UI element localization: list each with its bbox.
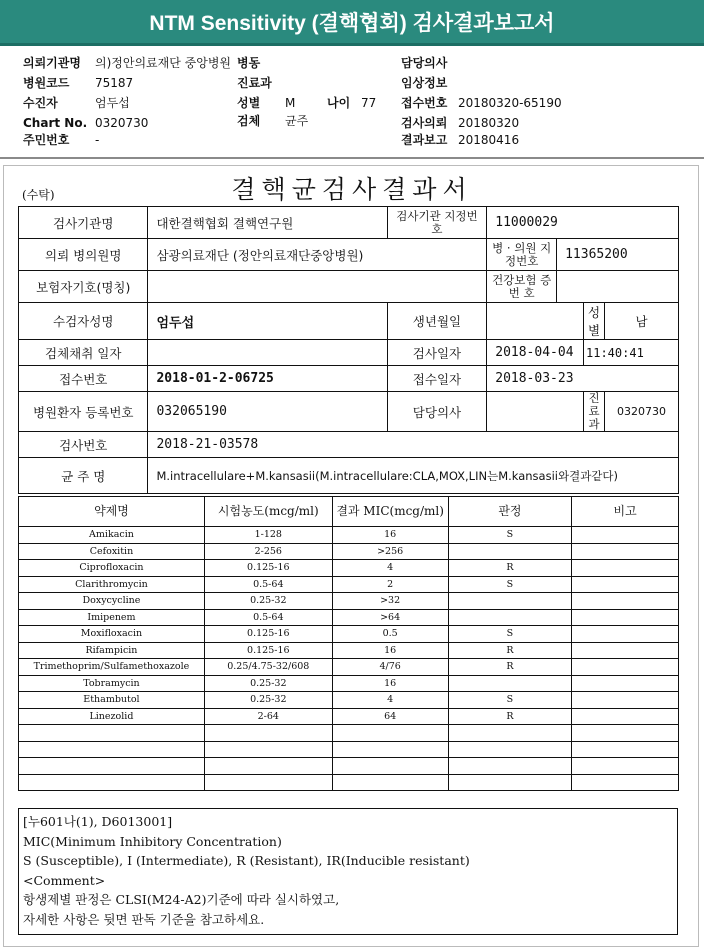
cell-mic: 0.5	[332, 626, 448, 643]
resident-no-label: 주민번호	[23, 133, 70, 147]
recipient-value: 엄두섭	[95, 96, 130, 110]
cell-conc: 0.25-32	[204, 675, 332, 692]
cell-conc: 2-64	[204, 708, 332, 725]
sex-label-cell: 성별	[584, 303, 605, 340]
cell-judge	[448, 675, 572, 692]
cell-drug	[19, 758, 205, 775]
cell-drug: Cefoxitin	[19, 543, 205, 560]
request-org-value: 의)정안의료재단 중앙병원	[95, 56, 232, 70]
header-concentration: 시험농도(mcg/ml)	[204, 497, 332, 527]
reception-no-label: 접수번호	[401, 96, 448, 110]
notes-line: [누601나(1), D6013001]	[23, 814, 173, 829]
test-date-value: 2018-04-04	[487, 340, 584, 366]
report-value: 20180416	[458, 133, 520, 147]
notes-box	[18, 808, 678, 935]
hospital-code-value: 75187	[95, 76, 134, 90]
sex-label: 성별	[237, 96, 261, 110]
specimen-value: 균주	[285, 114, 309, 128]
cell-mic: >32	[332, 593, 448, 610]
cell-conc: 0.125-16	[204, 560, 332, 577]
cell-mic: 16	[332, 675, 448, 692]
cell-judge	[448, 543, 572, 560]
table-row	[19, 725, 679, 742]
cell-mic: 4	[332, 692, 448, 709]
cell-drug: Linezolid	[19, 708, 205, 725]
cell-mic: 16	[332, 527, 448, 544]
cell-mic: 4/76	[332, 659, 448, 676]
collect-value	[148, 340, 387, 366]
table-row	[19, 758, 679, 775]
patient-label: 수검자성명	[19, 303, 148, 340]
resident-no-value: -	[95, 133, 100, 147]
clinical-info-label: 임상정보	[401, 76, 448, 90]
cell-note	[572, 527, 679, 544]
age-label: 나이	[327, 96, 351, 110]
cell-mic	[332, 774, 448, 791]
test-date-label: 검사일자	[387, 340, 487, 366]
report-label: 결과보고	[401, 133, 448, 147]
table-row	[19, 576, 679, 593]
birth-label: 생년월일	[387, 303, 487, 340]
inst-code-value: 11000029	[487, 207, 679, 239]
cell-note	[572, 543, 679, 560]
cell-judge: R	[448, 659, 572, 676]
strain-label: 균 주 명	[19, 458, 148, 494]
cell-mic: 4	[332, 560, 448, 577]
doctor-label: 담당의사	[401, 56, 448, 70]
table-row	[19, 527, 679, 544]
cell-conc: 0.25-32	[204, 593, 332, 610]
dept-label: 진료과	[237, 76, 272, 90]
notes-line: 자세한 사항은 뒷면 판독 기준을 참고하세요.	[23, 911, 265, 927]
insurer-label: 보험자기호(명칭)	[19, 271, 148, 303]
results-table	[18, 496, 679, 791]
document-title: 결핵균검사결과서	[231, 175, 473, 204]
cell-conc: 0.125-16	[204, 642, 332, 659]
cell-note	[572, 708, 679, 725]
reg-no-value: 032065190	[148, 392, 387, 432]
cell-note	[572, 609, 679, 626]
cell-judge: S	[448, 692, 572, 709]
notes-line: MIC(Minimum Inhibitory Concentration)	[23, 833, 282, 849]
cell-mic: 64	[332, 708, 448, 725]
test-no-label: 검사번호	[19, 432, 148, 458]
cell-mic: 16	[332, 642, 448, 659]
cell-drug: Clarithromycin	[19, 576, 205, 593]
specimen-label: 검체	[237, 114, 261, 128]
receipt-mark: (수탁)	[22, 188, 55, 202]
chart-no-value: 0320730	[95, 116, 149, 130]
cell-note	[572, 642, 679, 659]
birth-value	[487, 303, 584, 340]
cell-note	[572, 626, 679, 643]
cell-drug: Amikacin	[19, 527, 205, 544]
accept-date-value: 2018-03-23	[487, 366, 679, 392]
cell-conc: 0.25-32	[204, 692, 332, 709]
insurance-value	[557, 271, 679, 303]
cell-note	[572, 725, 679, 742]
table-row	[19, 675, 679, 692]
cell-conc	[204, 725, 332, 742]
req-hosp-label: 의뢰 병의원명	[19, 239, 148, 271]
test-request-label: 검사의뢰	[401, 116, 448, 130]
cell-mic: >64	[332, 609, 448, 626]
cell-mic	[332, 741, 448, 758]
cell-drug: Imipenem	[19, 609, 205, 626]
hospital-code-label: 병원코드	[23, 76, 70, 90]
cell-conc: 2-256	[204, 543, 332, 560]
cell-drug: Trimethoprim/Sulfamethoxazole	[19, 659, 205, 676]
cell-note	[572, 659, 679, 676]
cell-note	[572, 692, 679, 709]
cell-judge	[448, 609, 572, 626]
cell-drug	[19, 741, 205, 758]
reception-no-value: 20180320-65190	[458, 96, 562, 110]
cell-drug	[19, 725, 205, 742]
cell-mic: >256	[332, 543, 448, 560]
table-row	[19, 593, 679, 610]
header-divider	[0, 157, 704, 159]
insurer-value	[148, 271, 487, 303]
table-row	[19, 659, 679, 676]
notes-line: <Comment>	[23, 872, 106, 888]
recipient-label: 수진자	[23, 96, 58, 110]
cell-mic	[332, 758, 448, 775]
cell-judge: R	[448, 708, 572, 725]
dept-label-cell: 진료과	[584, 392, 605, 432]
cell-note	[572, 758, 679, 775]
sex-value: M	[285, 96, 296, 110]
cell-drug: Ethambutol	[19, 692, 205, 709]
cell-mic	[332, 725, 448, 742]
header-mic: 결과 MIC(mcg/ml)	[332, 497, 448, 527]
cell-drug: Ciprofloxacin	[19, 560, 205, 577]
header-note: 비고	[572, 497, 679, 527]
strain-value: M.intracellulare+M.kansasii(M.intracellulare:CLA,MOX,LIN는M.kansasii와결과같다)	[148, 458, 679, 494]
cell-judge	[448, 593, 572, 610]
header-drug: 약제명	[19, 497, 205, 527]
cell-note	[572, 560, 679, 577]
chart-no-label: Chart No.	[23, 116, 88, 130]
inst-code-label: 검사기관 지정번호	[387, 207, 487, 239]
table-row	[19, 626, 679, 643]
request-org-label: 의뢰기관명	[23, 56, 81, 70]
hosp-code-label: 병 · 의원 지정번호	[487, 239, 557, 271]
cell-judge	[448, 758, 572, 775]
cell-conc	[204, 758, 332, 775]
cell-judge	[448, 741, 572, 758]
accept-no-label: 접수번호	[19, 366, 148, 392]
req-hosp-value: 삼광의료재단 (정안의료재단중앙병원)	[148, 239, 487, 271]
table-row	[19, 609, 679, 626]
cell-note	[572, 675, 679, 692]
cell-conc: 0.125-16	[204, 626, 332, 643]
sex-value-cell: 남	[605, 303, 679, 340]
cell-conc: 0.25/4.75-32/608	[204, 659, 332, 676]
test-request-value: 20180320	[458, 116, 520, 130]
header-judgement: 판정	[448, 497, 572, 527]
hosp-code-value: 11365200	[557, 239, 679, 271]
table-row	[19, 642, 679, 659]
cell-judge: R	[448, 642, 572, 659]
cell-drug: Moxifloxacin	[19, 626, 205, 643]
patient-value: 엄두섭	[148, 303, 387, 340]
cell-conc	[204, 741, 332, 758]
table-row	[19, 741, 679, 758]
cell-judge: S	[448, 626, 572, 643]
cell-drug: Doxycycline	[19, 593, 205, 610]
insurance-label: 건강보험 증 번 호	[487, 271, 557, 303]
cell-judge: S	[448, 527, 572, 544]
cell-judge: S	[448, 576, 572, 593]
report-banner-title: NTM Sensitivity (결핵협회) 검사결과보고서	[0, 0, 704, 46]
doctor-label-cell: 담당의사	[387, 392, 487, 432]
cell-conc	[204, 774, 332, 791]
test-no-value: 2018-21-03578	[148, 432, 679, 458]
reg-no-label: 병원환자 등록번호	[19, 392, 148, 432]
cell-conc: 0.5-64	[204, 609, 332, 626]
inst-value: 대한결핵협회 결핵연구원	[148, 207, 387, 239]
table-row	[19, 692, 679, 709]
info-table	[18, 206, 679, 494]
inst-label: 검사기관명	[19, 207, 148, 239]
table-row	[19, 560, 679, 577]
cell-note	[572, 576, 679, 593]
dept-value-cell: 0320730	[605, 392, 679, 432]
accept-date-label: 접수일자	[387, 366, 487, 392]
accept-no-value: 2018-01-2-06725	[148, 366, 387, 392]
table-row	[19, 774, 679, 791]
cell-drug: Tobramycin	[19, 675, 205, 692]
cell-conc: 1-128	[204, 527, 332, 544]
table-row	[19, 543, 679, 560]
cell-judge	[448, 774, 572, 791]
cell-note	[572, 774, 679, 791]
cell-note	[572, 593, 679, 610]
notes-line: S (Susceptible), I (Intermediate), R (Resistant), IR(Inducible resistant)	[23, 853, 470, 868]
cell-judge: R	[448, 560, 572, 577]
test-time-value: 11:40:41	[584, 340, 679, 366]
notes-line: 항생제별 판정은 CLSI(M24-A2)기준에 따라 실시하였고,	[23, 892, 340, 907]
ward-label: 병동	[237, 56, 261, 70]
cell-drug	[19, 774, 205, 791]
cell-mic: 2	[332, 576, 448, 593]
table-row	[19, 708, 679, 725]
age-value: 77	[361, 96, 377, 110]
collect-label: 검체채취 일자	[19, 340, 148, 366]
cell-judge	[448, 725, 572, 742]
cell-drug: Rifampicin	[19, 642, 205, 659]
cell-note	[572, 741, 679, 758]
doctor-value-cell	[487, 392, 584, 432]
cell-conc: 0.5-64	[204, 576, 332, 593]
